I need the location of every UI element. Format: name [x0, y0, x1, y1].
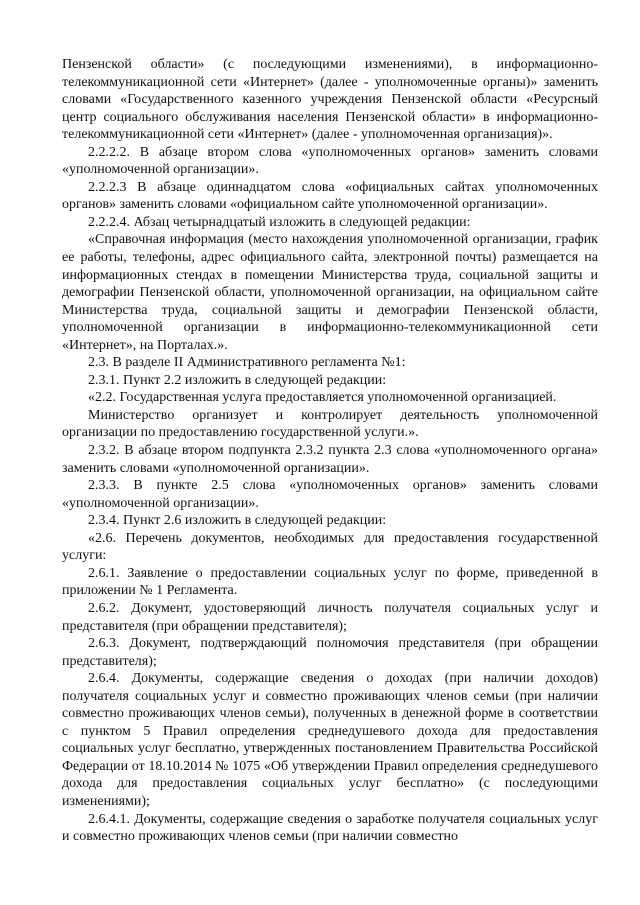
paragraph: Пензенской области» (с последующими изменениями), в информационно-телекоммуникационной сети «Интернет» (далее - уполномоченные органы)» заменить словами «Государственного казенного учреждения Пензенской области «Ресурсный центр социального обслуживания населения Пензенской области» в информационно-телекоммуникационной сети «Интернет» (далее - уполномоченная организация)». [62, 57, 598, 143]
document-page [62, 56, 598, 846]
paragraph: 2.3.1. Пункт 2.2 изложить в следующей редакции: [88, 372, 387, 388]
paragraph: 2.3. В разделе II Административного регламента №1: [88, 355, 406, 371]
paragraph: 2.6.3. Документ, подтверждающий полномочия представителя (при обращении представителя); [62, 636, 598, 669]
paragraph: 2.6.4. Документы, содержащие сведения о доходах (при наличии доходов) получателя социальных услуг и совместно проживающих членов семьи (при наличии совместно проживающих членов семьи), полученных в денежной форме в соответствии с пунктом 5 Правил определения среднедушевого дохода для предоставления социальных услуг бесплатно, утвержденных постановлением Правительства Российской Федерации от 18.10.2014 № 1075 «Об утверждении Правил определения среднедушевого дохода для предоставления социальных услуг бесплатно» (с последующими изменениями); [62, 671, 598, 809]
paragraph: 2.3.2. В абзаце втором подпункта 2.3.2 пункта 2.3 слова «уполномоченного органа» заменить словами «уполномоченной организации». [62, 443, 598, 476]
paragraph: Министерство организует и контролирует деятельность уполномоченной организации по предоставлению государственной услуги.». [62, 407, 598, 441]
paragraph: 2.3.3. В пункте 2.5 слова «уполномоченных органов» заменить словами «уполномоченной организации». [62, 478, 598, 511]
paragraph: 2.6.2. Документ, удостоверяющий личность получателя социальных услуг и представителя (при обращении представителя); [62, 600, 598, 634]
paragraph: «2.2. Государственная услуга предоставляется уполномоченной организацией. [88, 390, 557, 406]
paragraph: 2.2.2.4. Абзац четырнадцатый изложить в следующей редакции: [88, 214, 471, 230]
paragraph: «2.6. Перечень документов, необходимых для предоставления государственной услуги: [62, 530, 598, 564]
paragraph: 2.6.4.1. Документы, содержащие сведения о заработке получателя социальных услуг и совместно проживающих членов семьи (при наличии совместно [62, 811, 598, 845]
paragraph: 2.6.1. Заявление о предоставлении социальных услуг по форме, приведенной в приложении № 1 Регламента. [62, 565, 598, 599]
paragraph: 2.3.4. Пункт 2.6 изложить в следующей редакции: [88, 513, 387, 529]
paragraph: 2.2.2.3 В абзаце одиннадцатом слова «официальных сайтах уполномоченных органов» заменить словами «официальном сайте уполномоченной организации». [62, 179, 598, 213]
paragraph: «Справочная информация (место нахождения уполномоченной организации, график ее работы, телефоны, адрес официального сайта, электронной почты) размещается на информационных стендах в помещении Министерства труда, социальной защиты и демографии Пензенской области, уполномоченной организации, на официальном сайте Министерства труда, социальной защиты и демографии Пензенской области, уполномоченной организации в информационно-телекоммуникационной сети «Интернет», на Порталах.». [62, 232, 598, 353]
paragraph: 2.2.2.2. В абзаце втором слова «уполномоченных органов» заменить словами «уполномоченной организации». [62, 144, 598, 178]
